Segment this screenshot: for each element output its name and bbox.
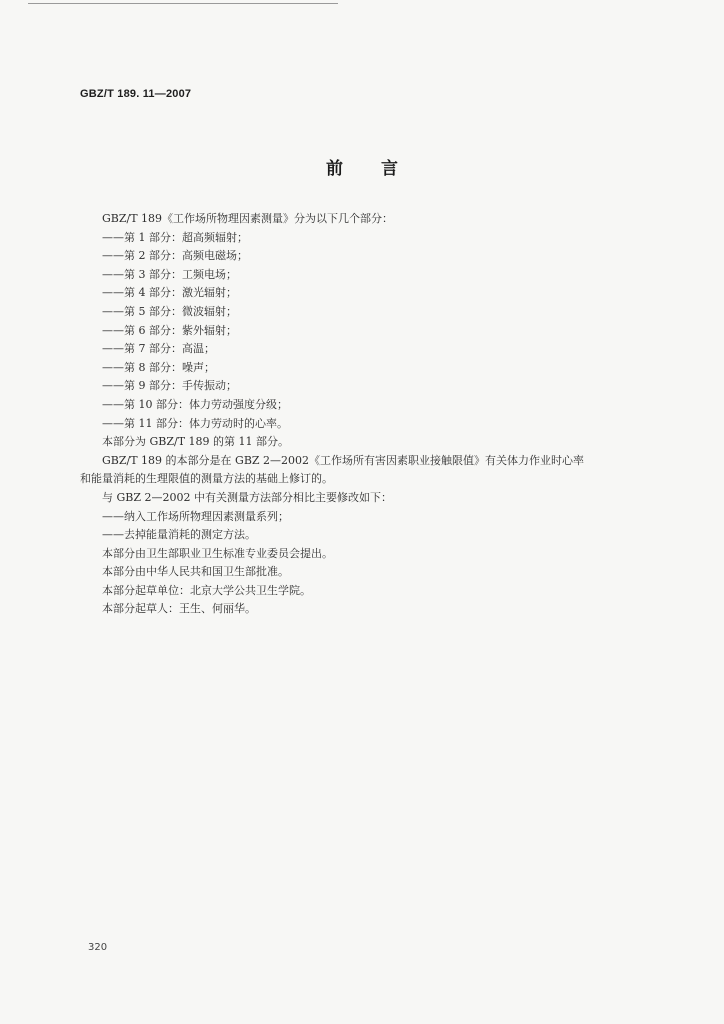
page-title: 前言 (326, 159, 436, 179)
page-number: 320 (88, 942, 108, 953)
list-item: ——第 10 部分：体力劳动强度分级； (102, 397, 288, 411)
list-item: ——第 11 部分：体力劳动时的心率。 (102, 416, 288, 430)
list-item: ——第 1 部分：超高频辐射； (102, 230, 248, 244)
list-item: ——第 8 部分：噪声； (102, 360, 215, 374)
paragraph: 本部分为 GBZ/T 189 的第 11 部分。 (102, 435, 290, 449)
paragraph: 本部分由中华人民共和国卫生部批准。 (102, 565, 289, 579)
paragraph: GBZ/T 189 的本部分是在 GBZ 2—2002《工作场所有害因素职业接触限值》有关体力作业时心率 (102, 453, 585, 467)
paragraph: 与 GBZ 2—2002 中有关测量方法部分相比主要修改如下： (102, 490, 392, 504)
list-item: ——第 4 部分：激光辐射； (102, 286, 237, 300)
list-item: ——第 2 部分：高频电磁场； (102, 249, 248, 263)
paragraph-continuation: 和能量消耗的生理限值的测量方法的基础上修订的。 (80, 472, 333, 486)
body-text (80, 210, 660, 619)
list-item: ——第 3 部分：工频电场； (102, 267, 237, 281)
list-item: ——第 9 部分：手传振动； (102, 379, 237, 393)
list-item: ——去掉能量消耗的测定方法。 (102, 528, 256, 542)
paragraph: GBZ/T 189《工作场所物理因素测量》分为以下几个部分： (102, 212, 394, 225)
paragraph: 本部分起草人：王生、何丽华。 (102, 602, 256, 616)
list-item: ——第 5 部分：微波辐射； (102, 304, 237, 318)
paragraph: 本部分由卫生部职业卫生标准专业委员会提出。 (102, 546, 333, 560)
standard-code: GBZ/T 189. 11—2007 (80, 88, 192, 100)
top-rule (28, 3, 338, 4)
list-item: ——第 6 部分：紫外辐射； (102, 323, 237, 337)
paragraph: 本部分起草单位：北京大学公共卫生学院。 (102, 583, 311, 597)
list-item: ——第 7 部分：高温； (102, 342, 215, 356)
list-item: ——纳入工作场所物理因素测量系列； (102, 509, 289, 523)
